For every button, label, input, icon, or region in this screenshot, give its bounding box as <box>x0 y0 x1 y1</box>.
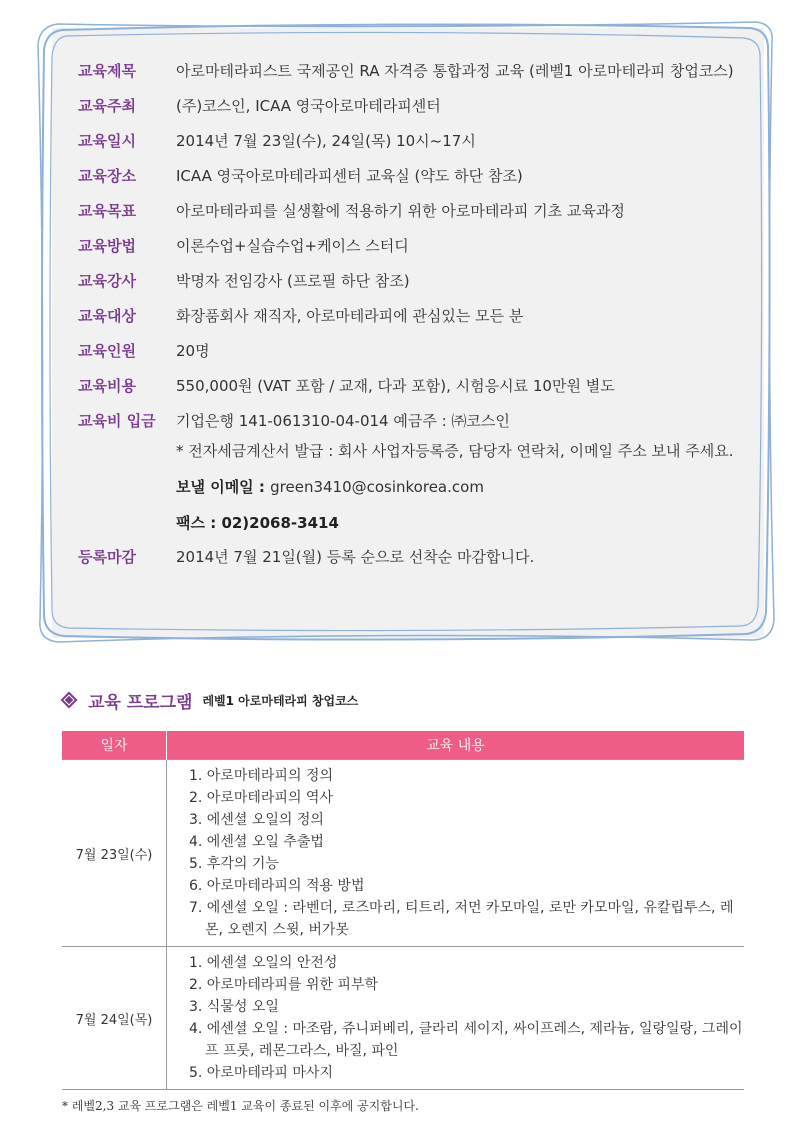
info-value: ICAA 영국아로마테라피센터 교육실 (약도 하단 참조) <box>176 167 523 185</box>
email-link[interactable]: green3410@cosinkorea.com <box>270 478 484 496</box>
list-item: 7. 에센셜 오일 : 라벤더, 로즈마리, 티트리, 저먼 카모마일, 로만 카모마일, 유칼립투스, 레몬, 오렌지 스윗, 버가못 <box>189 900 734 938</box>
list-item: 5. 후각의 기능 <box>189 856 279 872</box>
info-row-instructor <box>78 270 748 292</box>
info-row-datetime <box>78 130 748 152</box>
info-value: 아로마테라피스트 국제공인 RA 자격증 통합과정 교육 (레벨1 아로마테라피 창업코스) <box>176 62 734 80</box>
day-items <box>167 760 745 947</box>
list-item: 5. 아로마테라피 마사지 <box>189 1065 333 1081</box>
info-label: 교육주최 <box>78 97 136 115</box>
invoice-note: * 전자세금계산서 발급 : 회사 사업자등록증, 담당자 연락처, 이메일 주소 보내 주세요. <box>176 442 734 460</box>
info-value: 이론수업+실습수업+케이스 스터디 <box>176 237 409 255</box>
list-item: 6. 아로마테라피의 적용 방법 <box>189 878 365 894</box>
info-row-payment <box>78 410 748 432</box>
fax-label: 팩스 : <box>176 514 222 532</box>
info-value: 2014년 7월 21일(월) 등록 순으로 선착순 마감합니다. <box>176 548 535 566</box>
info-row-capacity <box>78 340 748 362</box>
info-label: 교육대상 <box>78 307 136 325</box>
list-item: 3. 식물성 오일 <box>189 999 279 1015</box>
program-title: 교육 프로그램 <box>88 693 193 713</box>
info-label: 교육목표 <box>78 202 136 220</box>
email-line <box>176 474 748 500</box>
info-label: 등록마감 <box>78 548 136 566</box>
info-value: 550,000원 (VAT 포함 / 교재, 다과 포함), 시험응시료 10만원 별도 <box>176 377 615 395</box>
info-row-method <box>78 235 748 257</box>
info-row-goal <box>78 200 748 222</box>
header-date: 일자 <box>62 731 167 760</box>
info-value: 2014년 7월 23일(수), 24일(목) 10시~17시 <box>176 132 476 150</box>
fax-number: 02)2068-3414 <box>221 514 339 532</box>
table-header-row <box>62 731 744 760</box>
info-value: 20명 <box>176 342 210 360</box>
list-item: 2. 아로마테라피를 위한 피부학 <box>189 977 378 993</box>
info-row-title <box>78 60 748 82</box>
table-row <box>62 760 744 947</box>
info-value: 기업은행 141-061310-04-014 예금주 : ㈜코스인 <box>176 412 510 430</box>
program-section-title <box>62 688 358 713</box>
list-item: 1. 에센셜 오일의 안전성 <box>189 955 338 971</box>
info-label: 교육제목 <box>78 62 136 80</box>
course-info <box>78 60 748 581</box>
program-table <box>62 731 744 1090</box>
info-label: 교육비용 <box>78 377 136 395</box>
info-label: 교육비 입금 <box>78 412 156 430</box>
info-label: 교육인원 <box>78 342 136 360</box>
diamond-bullet-icon <box>62 693 78 709</box>
list-item: 4. 에센셜 오일 : 마조람, 쥬니퍼베리, 클라리 세이지, 싸이프레스, 제라늄, 일랑일랑, 그레이프 프룻, 레몬그라스, 바질, 파인 <box>189 1021 743 1059</box>
list-item: 3. 에센셜 오일의 정의 <box>189 812 324 828</box>
info-value: (주)코스인, ICAA 영국아로마테라피센터 <box>176 97 441 115</box>
fax-line <box>176 510 748 536</box>
info-row-fee <box>78 375 748 397</box>
email-label: 보낼 이메일 : <box>176 478 271 496</box>
day-date: 7월 23일(수) <box>62 760 167 947</box>
program-footnote: * 레벨2,3 교육 프로그램은 레벨1 교육이 종료된 이후에 공지합니다. <box>62 1099 419 1113</box>
info-row-deadline <box>78 546 748 568</box>
info-row-audience <box>78 305 748 327</box>
info-label: 교육강사 <box>78 272 136 290</box>
list-item: 1. 아로마테라피의 정의 <box>189 768 333 784</box>
table-row <box>62 947 744 1090</box>
info-label: 교육장소 <box>78 167 136 185</box>
info-row-host <box>78 95 748 117</box>
day-items <box>167 947 745 1090</box>
info-value: 박명자 전임강사 (프로필 하단 참조) <box>176 272 410 290</box>
program-subtitle: 레벨1 아로마테라피 창업코스 <box>202 694 359 708</box>
list-item: 2. 아로마테라피의 역사 <box>189 790 333 806</box>
info-label: 교육방법 <box>78 237 136 255</box>
info-label: 교육일시 <box>78 132 136 150</box>
info-row-location <box>78 165 748 187</box>
info-value: 아로마테라피를 실생활에 적용하기 위한 아로마테라피 기초 교육과정 <box>176 202 625 220</box>
day-date: 7월 24일(목) <box>62 947 167 1090</box>
list-item: 4. 에센셜 오일 추출법 <box>189 834 324 850</box>
header-content: 교육 내용 <box>167 731 745 760</box>
info-value: 화장품회사 재직자, 아로마테라피에 관심있는 모든 분 <box>176 307 524 325</box>
